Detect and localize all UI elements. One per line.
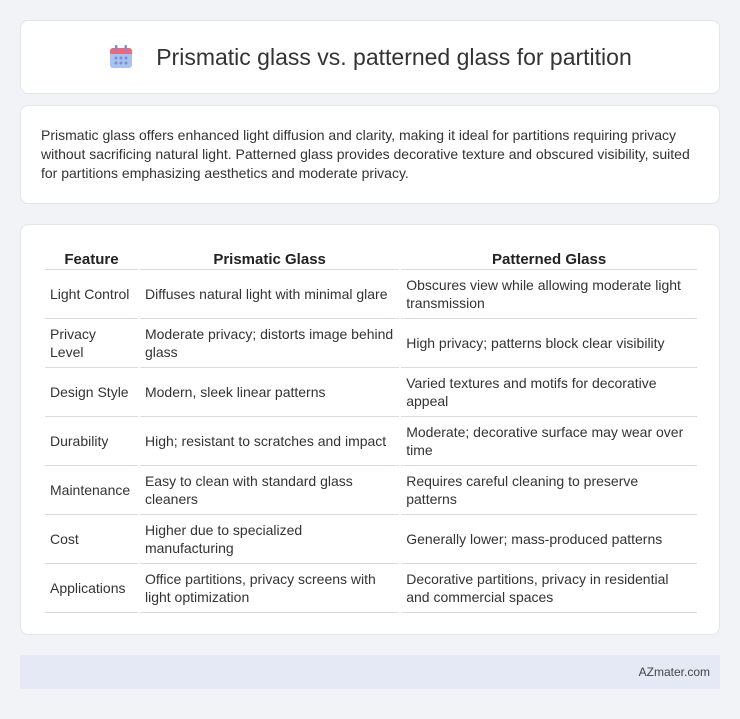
header-feature: Feature: [45, 244, 138, 270]
page-title: Prismatic glass vs. patterned glass for partition: [156, 43, 632, 70]
table-row: [45, 417, 697, 466]
prismatic-cell: Easy to clean with standard glass cleaners: [140, 466, 399, 515]
feature-cell: Cost: [45, 515, 138, 564]
prismatic-cell: Higher due to specialized manufacturing: [140, 515, 399, 564]
summary-card: [20, 105, 720, 204]
table-row: [45, 270, 697, 319]
feature-cell: Durability: [45, 417, 138, 466]
feature-cell: Light Control: [45, 270, 138, 319]
feature-cell: Applications: [45, 564, 138, 613]
feature-cell: Maintenance: [45, 466, 138, 515]
table-row: [45, 515, 697, 564]
patterned-cell: High privacy; patterns block clear visibility: [401, 319, 697, 368]
prismatic-cell: Moderate privacy; distorts image behind glass: [140, 319, 399, 368]
table-row: [45, 466, 697, 515]
header-prismatic-glass: Prismatic Glass: [140, 244, 399, 270]
prismatic-cell: Modern, sleek linear patterns: [140, 368, 399, 417]
patterned-cell: Moderate; decorative surface may wear over time: [401, 417, 697, 466]
table-header-row: [45, 244, 697, 270]
comparison-table: [43, 244, 699, 613]
feature-cell: Privacy Level: [45, 319, 138, 368]
patterned-cell: Obscures view while allowing moderate light transmission: [401, 270, 697, 319]
prismatic-cell: High; resistant to scratches and impact: [140, 417, 399, 466]
title-card: [20, 20, 720, 94]
table-row: [45, 564, 697, 613]
prismatic-cell: Office partitions, privacy screens with light optimization: [140, 564, 399, 613]
prismatic-cell: Diffuses natural light with minimal glare: [140, 270, 399, 319]
summary-text: Prismatic glass offers enhanced light diffusion and clarity, making it ideal for partitions requiring privacy without sacrificing natural light. Patterned glass provides decorative texture and obscured visibility, suited for partitions emphasizing aesthetics and moderate privacy.: [41, 127, 690, 181]
footer-brand: AZmater.com: [638, 665, 710, 679]
calendar-icon: [108, 44, 134, 70]
feature-cell: Design Style: [45, 368, 138, 417]
patterned-cell: Decorative partitions, privacy in residential and commercial spaces: [401, 564, 697, 613]
patterned-cell: Requires careful cleaning to preserve patterns: [401, 466, 697, 515]
patterned-cell: Generally lower; mass-produced patterns: [401, 515, 697, 564]
table-row: [45, 368, 697, 417]
header-patterned-glass: Patterned Glass: [401, 244, 697, 270]
footer: [20, 655, 720, 689]
table-row: [45, 319, 697, 368]
comparison-table-card: [20, 224, 720, 635]
patterned-cell: Varied textures and motifs for decorative appeal: [401, 368, 697, 417]
